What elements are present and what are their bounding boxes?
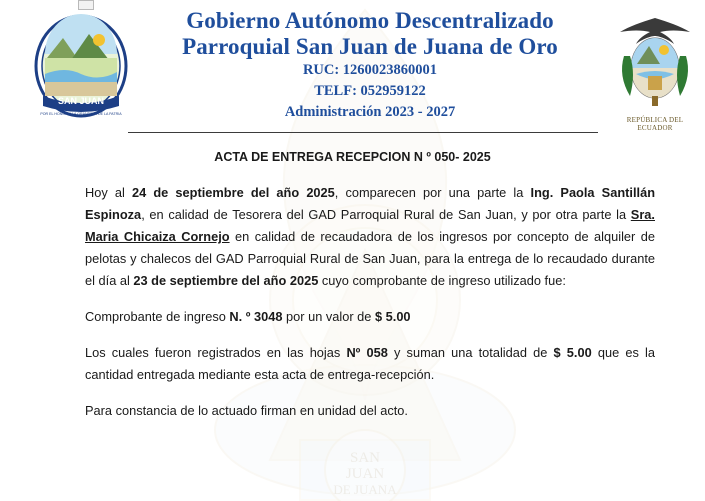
svg-text:DE JUANA: DE JUANA [333, 482, 397, 497]
p1-recaudadora-name: Sra. Maria Chicaiza Cornejo [85, 207, 655, 244]
p1-seg2: , comparecen por una parte la [334, 185, 531, 200]
svg-text:JUAN: JUAN [345, 466, 385, 482]
org-title-line2: Parroquial San Juan de Juana de Oro [182, 33, 558, 59]
document-body [85, 182, 655, 436]
document-title: ACTA DE ENTREGA RECEPCION N º 050- 2025 [214, 150, 491, 164]
paragraph-totales [85, 342, 655, 386]
p1-date-recaudacion: 23 de septiembre del año 2025 [133, 273, 319, 288]
p1-seg5: cuyo comprobante de ingreso utilizado fue: [318, 273, 566, 288]
p2-comprobante-number: N. º 3048 [229, 309, 283, 324]
p2-seg2: por un valor de [282, 309, 375, 324]
header-divider [128, 132, 598, 133]
svg-text:SAN JUAN: SAN JUAN [57, 96, 105, 106]
header-title-block [128, 8, 612, 123]
p3-seg3: que es la cantidad entregada mediante esta acta de entrega-recepción. [85, 345, 655, 382]
p1-seg4: en calidad de recaudadora de los ingresos por concepto de alquiler de pelotas y chalecos del GAD Parroquial Rural de San Juan, para la entrega de lo recaudado durante el día al [85, 229, 655, 288]
p2-comprobante-amount: $ 5.00 [374, 309, 411, 324]
coat-of-arms-caption: REPÚBLICA DEL ECUADOR [626, 116, 684, 132]
parish-seal-icon [33, 14, 129, 118]
org-administration-period: Administración 2023 - 2027 [284, 103, 456, 120]
org-telephone: TELF: 052959122 [314, 82, 426, 99]
p1-tesorera-name: Ing. Paola Santillán Espinoza [85, 185, 656, 222]
paragraph-comprobante [85, 306, 655, 328]
svg-text:SAN: SAN [349, 450, 381, 466]
org-ruc: RUC: 1260023860001 [302, 61, 438, 78]
paragraph-constancia: Para constancia de lo actuado firman en unidad del acto. [85, 403, 408, 418]
p2-seg1: Comprobante de ingreso [85, 309, 230, 324]
p1-seg1: Hoy al [85, 185, 132, 200]
p1-date-acta: 24 de septiembre del año 2025 [131, 185, 335, 200]
p3-total-amount: $ 5.00 [553, 345, 592, 360]
p3-seg2: y suman una totalidad de [387, 345, 554, 360]
p1-seg3: , en calidad de Tesorera del GAD Parroquial Rural de San Juan, y por otra parte la [141, 207, 631, 222]
paragraph-comparecencia [85, 182, 655, 292]
org-title-line1: Gobierno Autónomo Descentralizado [186, 8, 554, 33]
p3-hoja-number: Nº 058 [346, 345, 388, 360]
document-header [0, 0, 705, 130]
ecuador-coat-of-arms-icon [612, 12, 698, 132]
svg-text:POR EL HONOR Y LA GRANDEZA DE: POR EL HONOR Y LA GRANDEZA DE LA PATRIA [40, 112, 122, 116]
p3-seg1: Los cuales fueron registrados en las hojas [85, 345, 347, 360]
